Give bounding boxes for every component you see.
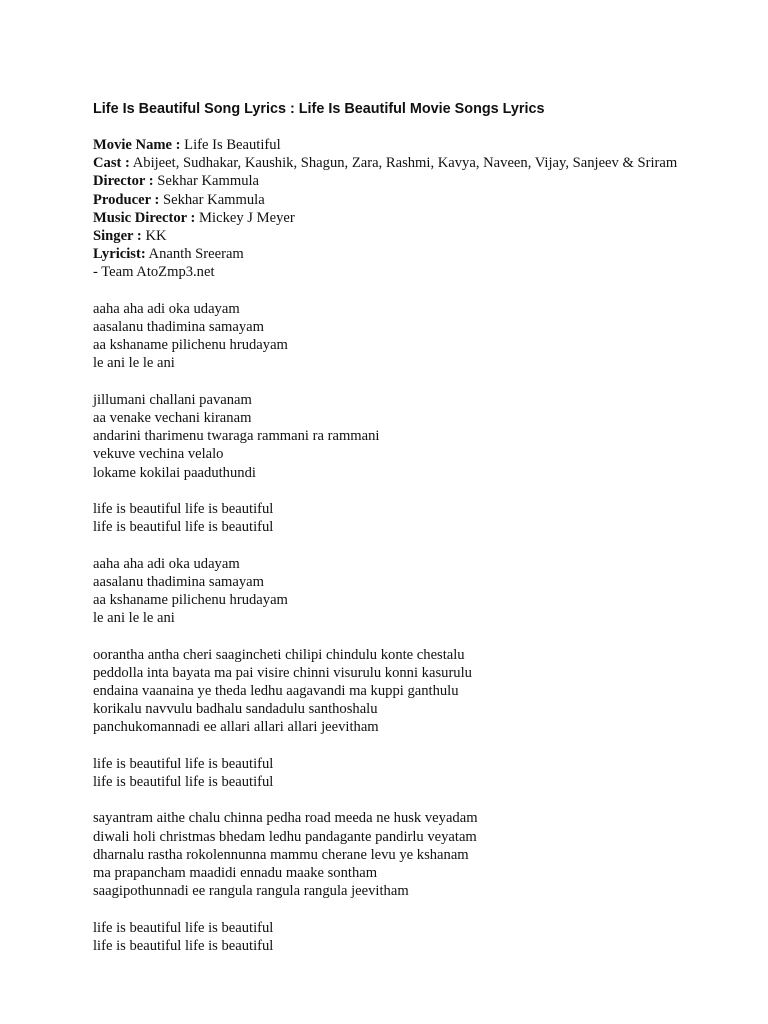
lyric-line: aaha aha adi oka udayam — [93, 555, 240, 572]
lyrics-stanza — [93, 391, 733, 482]
lyrics-stanza — [93, 919, 733, 955]
lyric-line: panchukomannadi ee allari allari allari jeevitham — [93, 719, 379, 736]
lyrics-stanza — [93, 755, 733, 791]
meta-value: Life Is Beautiful — [180, 137, 281, 153]
lyric-line: lokame kokilai paaduthundi — [93, 464, 256, 481]
lyric-line: le ani le le ani — [93, 610, 175, 627]
lyric-line: vekuve vechina velalo — [93, 446, 224, 463]
lyric-line: life is beautiful life is beautiful — [93, 755, 274, 772]
lyric-line: aasalanu thadimina samayam — [93, 319, 265, 336]
lyric-line: life is beautiful life is beautiful — [93, 519, 274, 536]
meta-label: Lyricist: — [93, 246, 146, 263]
lyric-line: aa venake vechani kiranam — [93, 410, 252, 427]
lyric-line: aaha aha adi oka udayam — [93, 300, 240, 317]
meta-value: Ananth Sreeram — [145, 246, 244, 263]
lyric-line: diwali holi christmas bhedam ledhu pandagante pandirlu veyatam — [93, 828, 477, 845]
lyric-line: saagipothunnadi ee rangula rangula rangula jeevitham — [93, 883, 409, 900]
lyric-line: aa kshaname pilichenu hrudayam — [93, 337, 288, 354]
lyric-line: andarini tharimenu twaraga rammani ra rammani — [93, 428, 380, 445]
meta-producer — [93, 191, 733, 209]
lyric-line: life is beautiful life is beautiful — [93, 774, 274, 791]
meta-label: Producer : — [93, 191, 160, 208]
lyric-line: oorantha antha cheri saagincheti chilipi chindulu konte chestalu — [93, 646, 465, 663]
page-title: Life Is Beautiful Song Lyrics : Life Is Beautiful Movie Songs Lyrics — [93, 101, 545, 117]
lyrics-stanza — [93, 500, 733, 536]
meta-singer — [93, 227, 733, 245]
lyric-line: endaina vaanaina ye theda ledhu aagavandi ma kuppi ganthulu — [93, 683, 459, 700]
lyrics-document — [93, 100, 733, 955]
lyrics-stanza — [93, 300, 733, 373]
song-details — [93, 136, 733, 282]
meta-label: Director : — [93, 173, 154, 190]
lyric-line: dharnalu rastha rokolennunna mammu cherane levu ye kshanam — [93, 846, 469, 863]
meta-value: Abijeet, Sudhakar, Kaushik, Shagun, Zara, Rashmi, Kavya, Naveen, Vijay, Sanjeev & Sriram — [129, 155, 678, 172]
lyric-line: life is beautiful life is beautiful — [93, 501, 274, 518]
meta-label: Music Director : — [93, 209, 196, 226]
meta-label: Movie Name : — [93, 137, 181, 153]
lyric-line: life is beautiful life is beautiful — [93, 919, 274, 936]
lyrics-stanza — [93, 555, 733, 628]
lyric-line: life is beautiful life is beautiful — [93, 937, 274, 954]
lyric-line: ma prapancham maadidi ennadu maake sontham — [93, 865, 378, 882]
lyric-line: peddolla inta bayata ma pai visire chinni visurulu konni kasurulu — [93, 664, 472, 681]
lyrics-stanza — [93, 646, 733, 737]
meta-value: Sekhar Kammula — [153, 173, 260, 190]
lyric-line: aasalanu thadimina samayam — [93, 573, 265, 590]
lyric-line: jillumani challani pavanam — [93, 391, 252, 408]
meta-movie-name — [93, 136, 733, 154]
lyric-line: le ani le le ani — [93, 355, 175, 372]
lyric-line: sayantram aithe chalu chinna pedha road meeda ne husk veyadam — [93, 810, 478, 827]
lyrics-body — [93, 300, 733, 955]
lyric-line: korikalu navvulu badhalu sandadulu santhoshalu — [93, 701, 378, 718]
lyrics-stanza — [93, 809, 733, 900]
meta-value: Mickey J Meyer — [195, 209, 295, 226]
meta-music-director — [93, 209, 733, 227]
lyric-line: aa kshaname pilichenu hrudayam — [93, 592, 288, 609]
credit-line: - Team AtoZmp3.net — [93, 264, 215, 281]
meta-director — [93, 172, 733, 190]
meta-value: KK — [141, 228, 167, 245]
meta-cast — [93, 154, 733, 172]
meta-value: Sekhar Kammula — [159, 191, 265, 208]
meta-lyricist — [93, 245, 733, 263]
meta-label: Singer : — [93, 228, 142, 245]
meta-label: Cast : — [93, 155, 130, 172]
